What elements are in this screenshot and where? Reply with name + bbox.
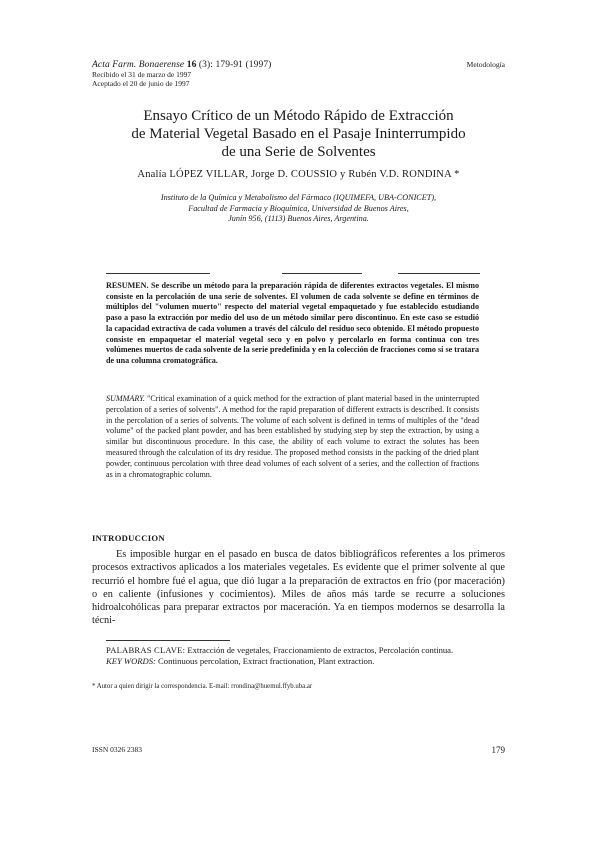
affiliation-line: Instituto de la Química y Metabolismo del Fármaco (IQUIMEFA, UBA-CONICET), (160, 193, 437, 202)
affiliation (92, 193, 505, 225)
journal-citation (92, 60, 271, 70)
abstract-spanish: RESUMEN. Se describe un método para la preparación rápida de diferentes extractos vegetales. El mismo consiste en la percolación de una serie de solventes. El volumen de cada solvente se define en términos de múltiplos del "volumen muerto" respecto del material vegetal empaquetado y fue establecido estudiando paso a paso la extracción por medio del uso de un método similar pero discontinuo. En este caso se estudió la capacidad extractiva de cada volumen a través del cálculo del residuo seco obtenido. El método propuesto consiste en empaquetar el material vegetal seco y en polvo y percolarlo en forma continua con tres volúmenes muertos de cada solvente de la serie predefinida y en la colección de fracciones como si se tratara de una columna cromatográfica. (106, 281, 479, 365)
keywords-es-text: Extracción de vegetales, Fraccionamiento de extractos, Percolación continua. (187, 645, 454, 655)
accepted-date: Aceptado el 20 de junio de 1997 (92, 79, 190, 88)
abstract-rule-middle (282, 273, 362, 274)
summary-text: "Critical examination of a quick method for the extraction of plant material based in the uninterrupted percolation of a series of solvents". A method for the rapid preparation of different extracts is described. It consists in the percolation of a series of solvents. The volume of each solvent is defined in terms of multiples of the "dead volume" of the packed plant powder, and has been established by studying step by step the extraction, by using a similar but discontinuous procedure. In this case, the ability of each volume to extract the solutes has been measured through the calculation of its dry residue. The proposed method consists in the packing of the dried plant powder, continuous percolation with three dead volumes of each solvent of a series, and the collection of fractions as in a chromatographic column. (106, 394, 479, 479)
keywords-block (106, 645, 479, 667)
page-number: 179 (491, 745, 505, 755)
keywords-en-text: Continuous percolation, Extract fractionation, Plant extraction. (158, 656, 375, 666)
title-line: de Material Vegetal Basado en el Pasaje Ininterrumpido (131, 126, 466, 142)
abstract-rule-right (398, 273, 480, 274)
section-heading: INTRODUCCION (92, 533, 165, 543)
abstract-rule-left (106, 273, 210, 274)
correspondence-footnote: * Autor a quien dirigir la correspondencia. E-mail: rrondina@huemul.ffyb.uba.ar (92, 683, 313, 690)
affiliation-line: Junín 956, (1113) Buenos Aires, Argentina. (228, 214, 369, 223)
title-line: Ensayo Crítico de un Método Rápido de Extracción (143, 108, 454, 124)
title-line: de una Serie de Solventes (221, 144, 376, 160)
summary-label: SUMMARY. (106, 394, 145, 403)
author-list: Analía LÓPEZ VILLAR, Jorge D. COUSSIO y Rubén V.D. RONDINA * (137, 169, 460, 180)
issn-number: ISSN 0326 2383 (92, 745, 143, 754)
keywords-es-label: PALABRAS CLAVE: (106, 645, 186, 655)
keywords-rule (106, 640, 230, 641)
journal-name: Acta Farm. Bonaerense (92, 60, 185, 70)
keywords-en-label: KEY WORDS: (106, 656, 156, 666)
journal-volume: 16 (186, 60, 197, 70)
article-title (92, 107, 505, 161)
journal-issue-pages: (3): 179-91 (1997) (198, 60, 272, 70)
received-date: Recibido el 31 de marzo de 1997 (92, 70, 192, 79)
affiliation-line: Facultad de Farmacia y Bioquímica, Universidad de Buenos Aires, (188, 203, 409, 213)
submission-dates (92, 70, 191, 88)
abstract-english (106, 394, 479, 480)
keywords-en (106, 656, 479, 667)
introduction-text: Es imposible hurgar en el pasado en busca de datos bibliográficos referentes a los primeros procesos extractivos aplicados a los materiales vegetales. Es evidente que el primer solvente al que recurrió el hombre fué el agua, que dió lugar a la preparación de extractos en frío (por maceración) o en caliente (infusiones y cocimientos). Miles de años más tarde se recurre a soluciones hidroalcohólicas para preparar extractos por maceración. Ya en tiempos modernos se desarrolla la técni- (92, 549, 505, 627)
keywords-es (106, 645, 479, 656)
section-label: Metodología (466, 60, 505, 69)
